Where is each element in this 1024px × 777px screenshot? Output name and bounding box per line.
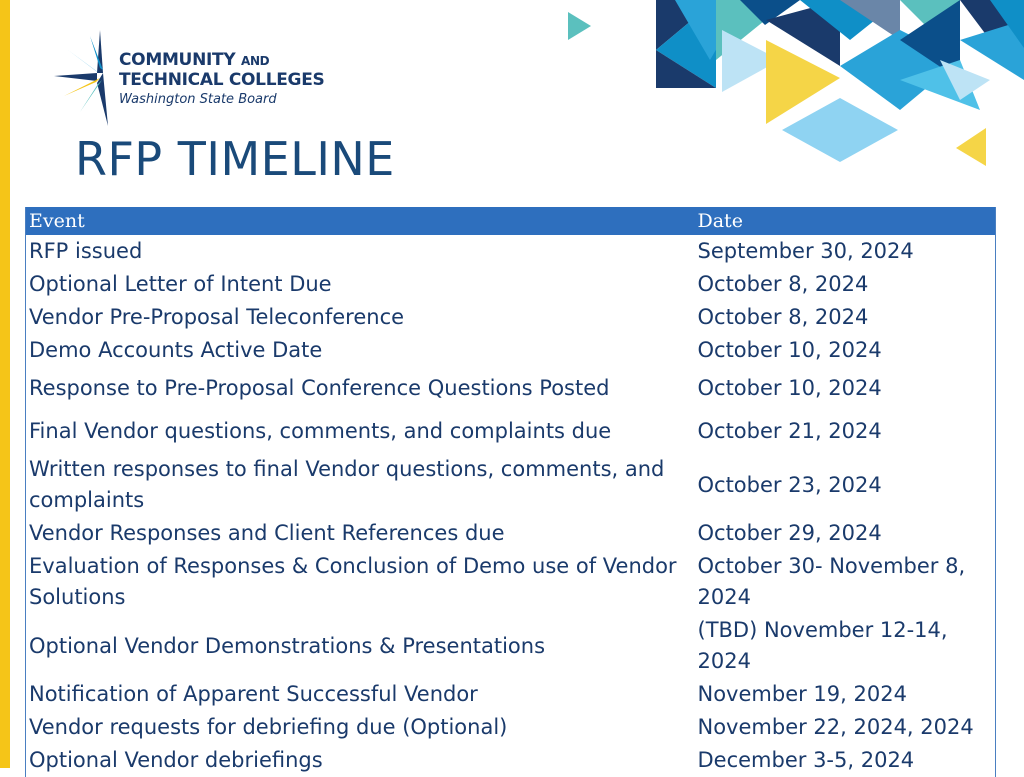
- event-cell: Written responses to final Vendor questions, comments, and complaints: [29, 457, 665, 512]
- table-row: [26, 235, 996, 268]
- date-cell: November 19, 2024: [697, 682, 907, 706]
- date-cell: October 8, 2024: [697, 272, 869, 296]
- table-row: [26, 550, 996, 614]
- timeline-table: [25, 207, 996, 777]
- date-cell: (TBD) November 12-14, 2024: [697, 618, 948, 673]
- event-cell: Response to Pre-Proposal Conference Questions Posted: [29, 376, 610, 400]
- table-row: [26, 301, 996, 334]
- page-title: RFP TIMELINE: [75, 132, 395, 186]
- table-row: [26, 453, 996, 517]
- date-cell: November 22, 2024, 2024: [697, 715, 974, 739]
- logo-text-line3: Washington State Board: [119, 92, 277, 107]
- logo-text-line2: TECHNICAL COLLEGES: [119, 70, 325, 90]
- date-cell: October 21, 2024: [697, 419, 882, 443]
- table-row: [26, 744, 996, 777]
- event-cell: Notification of Apparent Successful Vendor: [29, 682, 478, 706]
- table-row: [26, 678, 996, 711]
- date-cell: October 10, 2024: [697, 338, 882, 362]
- college-board-logo: [50, 28, 350, 128]
- table-row: [26, 614, 996, 678]
- date-cell: October 29, 2024: [697, 521, 882, 545]
- event-cell: Optional Vendor Demonstrations & Presentations: [29, 633, 546, 658]
- event-cell: Evaluation of Responses & Conclusion of Demo use of Vendor Solutions: [29, 554, 677, 609]
- table-row: [26, 517, 996, 550]
- event-cell: Optional Letter of Intent Due: [29, 272, 332, 296]
- date-cell: December 3-5, 2024: [697, 748, 915, 772]
- table-header-row: [26, 207, 996, 235]
- date-cell: October 10, 2024: [697, 376, 882, 400]
- date-cell: October 30- November 8, 2024: [697, 554, 966, 609]
- event-cell: Vendor Pre-Proposal Teleconference: [29, 305, 405, 329]
- date-cell: October 8, 2024: [697, 305, 869, 329]
- date-cell: October 23, 2024: [697, 472, 882, 497]
- table-row: [26, 334, 996, 367]
- date-cell: September 30, 2024: [697, 239, 914, 263]
- event-cell: Vendor Responses and Client References due: [29, 521, 505, 545]
- event-cell: RFP issued: [29, 239, 143, 263]
- event-cell: Demo Accounts Active Date: [29, 338, 323, 362]
- table-row: [26, 268, 996, 301]
- header-date: Date: [695, 207, 996, 235]
- logo-text-line1: COMMUNITY AND: [119, 50, 270, 70]
- event-cell: Final Vendor questions, comments, and complaints due: [29, 419, 612, 443]
- table-row: [26, 711, 996, 744]
- table-row: [26, 367, 996, 410]
- header-event: Event: [26, 207, 695, 235]
- event-cell: Vendor requests for debriefing due (Optional): [29, 715, 508, 739]
- event-cell: Optional Vendor debriefings: [29, 748, 323, 772]
- table-row: [26, 410, 996, 453]
- star-burst-logo-icon: [50, 28, 110, 128]
